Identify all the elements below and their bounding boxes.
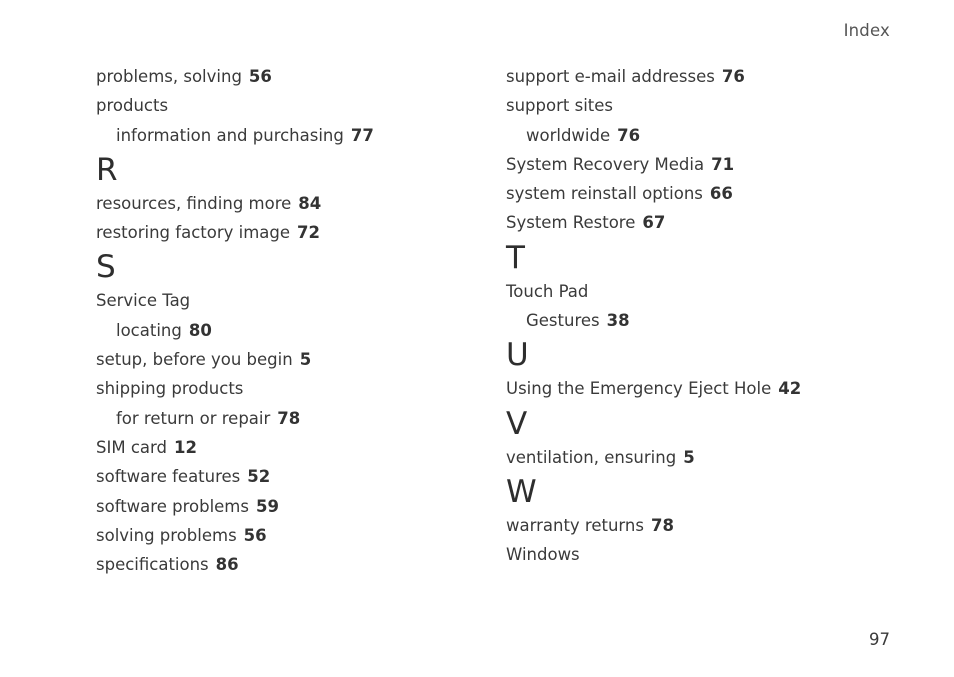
index-subentry (96, 316, 496, 345)
index-page-ref: 71 (711, 154, 735, 174)
index-term: warranty returns (506, 515, 644, 535)
index-page-ref: 59 (255, 496, 279, 516)
index-entry (506, 443, 906, 472)
index-entry (96, 218, 496, 247)
index-page-ref: 72 (297, 223, 320, 243)
index-term: SIM card (96, 437, 167, 457)
index-term: locating (116, 320, 182, 340)
index-column-left (96, 62, 496, 579)
index-entry (96, 492, 496, 521)
index-term: support e-mail addresses (506, 67, 715, 86)
index-page-ref: 56 (243, 525, 267, 545)
index-entry (506, 62, 906, 91)
index-term: worldwide (526, 125, 611, 145)
index-page-ref: 56 (248, 67, 272, 86)
index-entry (506, 511, 906, 540)
index-term: products (96, 96, 169, 116)
index-entry (96, 550, 496, 579)
index-subentry (506, 121, 906, 150)
index-entry (96, 91, 496, 120)
index-entry (506, 91, 906, 120)
index-section-letter: S (96, 249, 116, 286)
index-section-letter: W (506, 473, 537, 510)
index-term: ventilation, ensuring (506, 447, 677, 467)
index-entry (506, 150, 906, 179)
index-term: Service Tag (96, 291, 191, 311)
index-section-letter: V (506, 405, 528, 442)
index-term: shipping products (96, 379, 244, 399)
index-term: setup, before you begin (96, 350, 293, 370)
index-term: problems, solving (96, 67, 242, 86)
index-subentry (506, 306, 906, 335)
index-page-ref: 80 (188, 320, 212, 340)
index-term: specifications (96, 555, 209, 575)
index-term: Using the Emergency Eject Hole (506, 379, 772, 399)
index-section-letter: R (96, 151, 118, 188)
index-entry (96, 433, 496, 462)
index-entry (506, 277, 906, 306)
index-page-ref: 76 (617, 125, 641, 145)
index-entry (506, 179, 906, 208)
index-subentry (96, 121, 496, 150)
index-subentry (96, 404, 496, 433)
index-column-right (506, 62, 906, 570)
index-term: System Restore (506, 213, 636, 233)
index-page-ref: 84 (298, 193, 322, 213)
index-term: solving problems (96, 525, 237, 545)
index-page-ref: 77 (350, 125, 374, 145)
index-entry (506, 374, 906, 403)
index-term: Gestures (526, 311, 600, 331)
index-page-ref: 66 (709, 184, 733, 204)
running-header: Index (843, 21, 890, 40)
index-term: resources, finding more (96, 193, 292, 213)
index-term: for return or repair (116, 408, 271, 428)
index-entry (96, 462, 496, 491)
index-page-ref: 5 (683, 447, 695, 467)
index-entry (506, 208, 906, 237)
index-entry (96, 189, 496, 218)
index-entry (96, 286, 496, 315)
index-page-ref: 42 (778, 379, 802, 399)
index-term: software features (96, 467, 241, 487)
index-term: information and purchasing (116, 125, 344, 145)
index-entry (96, 374, 496, 403)
index-term: restoring factory image (96, 223, 291, 243)
index-page-ref: 38 (606, 311, 630, 331)
index-entry (506, 540, 906, 569)
index-page-ref: 5 (299, 350, 312, 370)
index-term: software problems (96, 496, 249, 516)
index-entry (96, 62, 496, 91)
index-term: System Recovery Media (506, 154, 705, 174)
page-number: 97 (869, 630, 890, 649)
index-page-ref: 86 (215, 555, 239, 575)
index-entry (96, 345, 496, 374)
index-page-ref: 67 (642, 213, 666, 233)
index-section-letter: T (506, 239, 525, 276)
index-entry (96, 521, 496, 550)
index-page-ref: 52 (247, 467, 271, 487)
index-page-ref: 76 (721, 67, 745, 86)
index-term: support sites (506, 96, 613, 116)
index-term: Windows (506, 545, 580, 565)
index-term: Touch Pad (506, 281, 589, 301)
index-term: system reinstall options (506, 184, 703, 204)
index-section-letter: U (506, 337, 529, 374)
index-page-ref: 78 (650, 515, 674, 535)
index-page-ref: 78 (277, 408, 301, 428)
index-page-ref: 12 (173, 437, 197, 457)
